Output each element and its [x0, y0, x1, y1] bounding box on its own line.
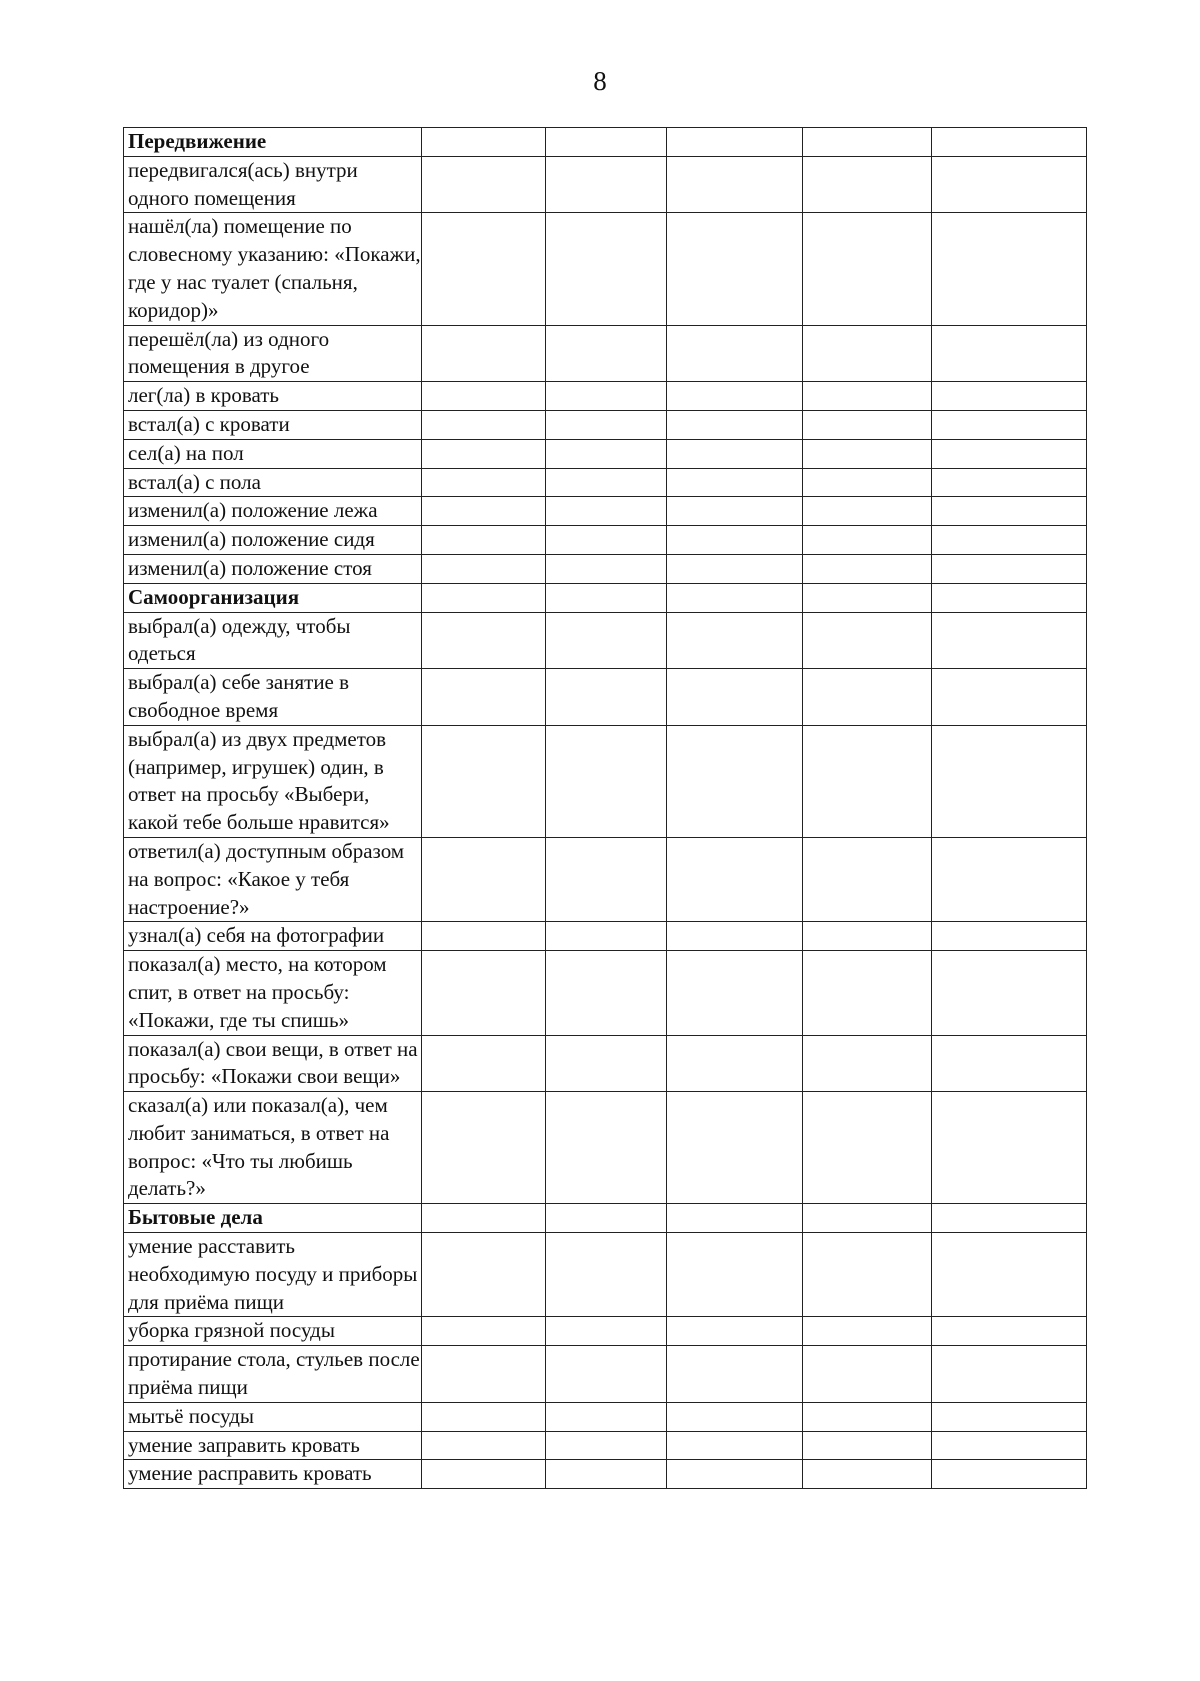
assessment-cell[interactable] [667, 1460, 803, 1489]
assessment-cell[interactable] [667, 1092, 803, 1204]
assessment-cell[interactable] [667, 583, 803, 612]
skill-row [124, 1035, 1087, 1092]
assessment-cell[interactable] [667, 156, 803, 213]
assessment-cell[interactable] [546, 1204, 667, 1233]
assessment-cell[interactable] [932, 725, 1087, 837]
section-title: Бытовые дела [124, 1204, 422, 1233]
assessment-cell[interactable] [932, 382, 1087, 411]
assessment-cell[interactable] [546, 1035, 667, 1092]
skill-label: сел(а) на пол [124, 439, 422, 468]
skill-row [124, 1317, 1087, 1346]
assessment-cell[interactable] [803, 1402, 932, 1431]
assessment-cell[interactable] [422, 1460, 546, 1489]
assessment-cell[interactable] [546, 410, 667, 439]
assessment-cell[interactable] [546, 1402, 667, 1431]
assessment-cell[interactable] [932, 1233, 1087, 1317]
skill-label: выбрал(а) одежду, чтобы одеться [124, 612, 422, 669]
assessment-cell[interactable] [667, 325, 803, 382]
assessment-cell[interactable] [422, 583, 546, 612]
skill-label: сказал(а) или показал(а), чем любит заниматься, в ответ на вопрос: «Что ты любишь делать?» [124, 1092, 422, 1204]
assessment-cell[interactable] [422, 410, 546, 439]
skill-row [124, 612, 1087, 669]
assessment-cell[interactable] [546, 526, 667, 555]
assessment-cell[interactable] [932, 1402, 1087, 1431]
assessment-table [123, 127, 1087, 1489]
skill-row [124, 468, 1087, 497]
assessment-cell[interactable] [803, 468, 932, 497]
page-number: 8 [593, 66, 607, 96]
assessment-cell[interactable] [803, 1092, 932, 1204]
assessment-cell[interactable] [422, 325, 546, 382]
assessment-cell[interactable] [932, 497, 1087, 526]
skill-row [124, 951, 1087, 1035]
assessment-cell[interactable] [546, 1317, 667, 1346]
assessment-cell[interactable] [803, 213, 932, 325]
skill-row [124, 837, 1087, 921]
assessment-cell[interactable] [803, 325, 932, 382]
assessment-cell[interactable] [932, 526, 1087, 555]
assessment-cell[interactable] [803, 583, 932, 612]
assessment-cell[interactable] [422, 1233, 546, 1317]
assessment-cell[interactable] [422, 526, 546, 555]
assessment-cell[interactable] [932, 439, 1087, 468]
assessment-cell[interactable] [422, 725, 546, 837]
assessment-cell[interactable] [932, 1035, 1087, 1092]
skill-label: выбрал(а) себе занятие в свободное время [124, 669, 422, 726]
skill-row [124, 526, 1087, 555]
section-title: Самоорганизация [124, 583, 422, 612]
skill-label: изменил(а) положение сидя [124, 526, 422, 555]
skill-row [124, 922, 1087, 951]
assessment-cell[interactable] [422, 1346, 546, 1403]
assessment-cell[interactable] [546, 468, 667, 497]
skill-row [124, 669, 1087, 726]
section-header-row [124, 1204, 1087, 1233]
assessment-cell[interactable] [422, 156, 546, 213]
assessment-cell[interactable] [667, 554, 803, 583]
skill-row [124, 1460, 1087, 1489]
assessment-cell[interactable] [803, 1035, 932, 1092]
assessment-cell[interactable] [932, 612, 1087, 669]
skill-label: показал(а) место, на котором спит, в ответ на просьбу: «Покажи, где ты спишь» [124, 951, 422, 1035]
skill-row [124, 439, 1087, 468]
section-title: Передвижение [124, 128, 422, 157]
assessment-cell[interactable] [803, 1233, 932, 1317]
assessment-cell[interactable] [932, 1092, 1087, 1204]
assessment-cell[interactable] [422, 1431, 546, 1460]
assessment-cell[interactable] [546, 325, 667, 382]
skill-row [124, 325, 1087, 382]
assessment-cell[interactable] [667, 1233, 803, 1317]
assessment-cell[interactable] [546, 213, 667, 325]
assessment-cell[interactable] [932, 1204, 1087, 1233]
assessment-cell[interactable] [667, 725, 803, 837]
assessment-cell[interactable] [932, 213, 1087, 325]
assessment-cell[interactable] [932, 1431, 1087, 1460]
assessment-cell[interactable] [667, 1035, 803, 1092]
assessment-cell[interactable] [546, 922, 667, 951]
skill-row [124, 1402, 1087, 1431]
assessment-cell[interactable] [803, 922, 932, 951]
assessment-cell[interactable] [546, 497, 667, 526]
assessment-cell[interactable] [546, 128, 667, 157]
assessment-cell[interactable] [546, 1233, 667, 1317]
assessment-cell[interactable] [422, 554, 546, 583]
assessment-cell[interactable] [667, 128, 803, 157]
assessment-cell[interactable] [803, 554, 932, 583]
assessment-cell[interactable] [422, 497, 546, 526]
assessment-cell[interactable] [422, 468, 546, 497]
assessment-cell[interactable] [932, 325, 1087, 382]
skill-label: мытьё посуды [124, 1402, 422, 1431]
assessment-cell[interactable] [803, 410, 932, 439]
assessment-cell[interactable] [932, 554, 1087, 583]
assessment-cell[interactable] [667, 468, 803, 497]
assessment-cell[interactable] [667, 1204, 803, 1233]
assessment-cell[interactable] [667, 382, 803, 411]
assessment-cell[interactable] [546, 1431, 667, 1460]
skill-label: показал(а) свои вещи, в ответ на просьбу: «Покажи свои вещи» [124, 1035, 422, 1092]
skill-row [124, 1346, 1087, 1403]
assessment-cell[interactable] [803, 439, 932, 468]
assessment-cell[interactable] [667, 1402, 803, 1431]
assessment-cell[interactable] [803, 497, 932, 526]
assessment-cell[interactable] [932, 1346, 1087, 1403]
assessment-cell[interactable] [803, 1431, 932, 1460]
assessment-cell[interactable] [546, 1346, 667, 1403]
assessment-cell[interactable] [667, 669, 803, 726]
assessment-cell[interactable] [803, 669, 932, 726]
assessment-cell[interactable] [667, 837, 803, 921]
assessment-cell[interactable] [546, 837, 667, 921]
assessment-cell[interactable] [546, 583, 667, 612]
skill-row [124, 382, 1087, 411]
assessment-cell[interactable] [546, 1460, 667, 1489]
section-header-row [124, 583, 1087, 612]
skill-label: ответил(а) доступным образом на вопрос: «Какое у тебя настроение?» [124, 837, 422, 921]
skill-row [124, 410, 1087, 439]
skill-label: лег(ла) в кровать [124, 382, 422, 411]
assessment-cell[interactable] [667, 612, 803, 669]
assessment-cell[interactable] [667, 213, 803, 325]
assessment-cell[interactable] [803, 1460, 932, 1489]
skill-label: изменил(а) положение лежа [124, 497, 422, 526]
assessment-cell[interactable] [422, 1402, 546, 1431]
skill-label: выбрал(а) из двух предметов (например, игрушек) один, в ответ на просьбу «Выбери, какой тебе больше нравится» [124, 725, 422, 837]
skill-row [124, 554, 1087, 583]
assessment-cell[interactable] [422, 1035, 546, 1092]
assessment-cell[interactable] [803, 382, 932, 411]
assessment-cell[interactable] [803, 837, 932, 921]
assessment-cell[interactable] [667, 497, 803, 526]
assessment-cell[interactable] [422, 951, 546, 1035]
assessment-cell[interactable] [667, 410, 803, 439]
assessment-cell[interactable] [803, 1204, 932, 1233]
assessment-cell[interactable] [667, 951, 803, 1035]
assessment-cell[interactable] [803, 951, 932, 1035]
assessment-cell[interactable] [667, 922, 803, 951]
assessment-cell[interactable] [422, 1092, 546, 1204]
skill-label: умение заправить кровать [124, 1431, 422, 1460]
assessment-cell[interactable] [422, 382, 546, 411]
assessment-cell[interactable] [932, 951, 1087, 1035]
assessment-cell[interactable] [422, 128, 546, 157]
assessment-cell[interactable] [667, 1317, 803, 1346]
assessment-cell[interactable] [803, 1317, 932, 1346]
assessment-cell[interactable] [546, 439, 667, 468]
section-header-row [124, 128, 1087, 157]
skill-label: протирание стола, стульев после приёма пищи [124, 1346, 422, 1403]
assessment-cell[interactable] [932, 410, 1087, 439]
assessment-cell[interactable] [667, 439, 803, 468]
skill-row [124, 1092, 1087, 1204]
assessment-cell[interactable] [546, 156, 667, 213]
assessment-cell[interactable] [422, 837, 546, 921]
assessment-cell[interactable] [422, 1317, 546, 1346]
assessment-cell[interactable] [932, 669, 1087, 726]
skill-label: уборка грязной посуды [124, 1317, 422, 1346]
skill-label: изменил(а) положение стоя [124, 554, 422, 583]
assessment-cell[interactable] [803, 526, 932, 555]
assessment-cell[interactable] [932, 837, 1087, 921]
skill-label: передвигался(ась) внутри одного помещения [124, 156, 422, 213]
skill-label: узнал(а) себя на фотографии [124, 922, 422, 951]
assessment-cell[interactable] [667, 526, 803, 555]
assessment-cell[interactable] [932, 468, 1087, 497]
assessment-cell[interactable] [422, 213, 546, 325]
skill-row [124, 156, 1087, 213]
assessment-cell[interactable] [422, 1204, 546, 1233]
assessment-cell[interactable] [546, 669, 667, 726]
skill-row [124, 213, 1087, 325]
assessment-cell[interactable] [546, 554, 667, 583]
assessment-table-body [124, 128, 1087, 1489]
assessment-cell[interactable] [803, 725, 932, 837]
skill-label: встал(а) с пола [124, 468, 422, 497]
assessment-cell[interactable] [932, 1460, 1087, 1489]
assessment-cell[interactable] [803, 156, 932, 213]
assessment-cell[interactable] [803, 1346, 932, 1403]
skill-label: встал(а) с кровати [124, 410, 422, 439]
assessment-cell[interactable] [803, 128, 932, 157]
assessment-cell[interactable] [422, 922, 546, 951]
assessment-cell[interactable] [422, 612, 546, 669]
skill-label: перешёл(ла) из одного помещения в другое [124, 325, 422, 382]
skill-row [124, 1233, 1087, 1317]
assessment-cell[interactable] [932, 1317, 1087, 1346]
assessment-cell[interactable] [546, 725, 667, 837]
assessment-cell[interactable] [546, 612, 667, 669]
assessment-cell[interactable] [667, 1431, 803, 1460]
assessment-cell[interactable] [546, 951, 667, 1035]
assessment-cell[interactable] [803, 612, 932, 669]
skill-row [124, 497, 1087, 526]
assessment-cell[interactable] [932, 128, 1087, 157]
assessment-cell[interactable] [546, 382, 667, 411]
skill-label: нашёл(ла) помещение по словесному указанию: «Покажи, где у нас туалет (спальня, коридор)» [124, 213, 422, 325]
assessment-cell[interactable] [422, 669, 546, 726]
assessment-cell[interactable] [546, 1092, 667, 1204]
skill-label: умение расставить необходимую посуду и приборы для приёма пищи [124, 1233, 422, 1317]
skill-label: умение расправить кровать [124, 1460, 422, 1489]
assessment-cell[interactable] [932, 156, 1087, 213]
skill-row [124, 1431, 1087, 1460]
assessment-cell[interactable] [667, 1346, 803, 1403]
assessment-cell[interactable] [932, 922, 1087, 951]
skill-row [124, 725, 1087, 837]
assessment-cell[interactable] [932, 583, 1087, 612]
assessment-cell[interactable] [422, 439, 546, 468]
